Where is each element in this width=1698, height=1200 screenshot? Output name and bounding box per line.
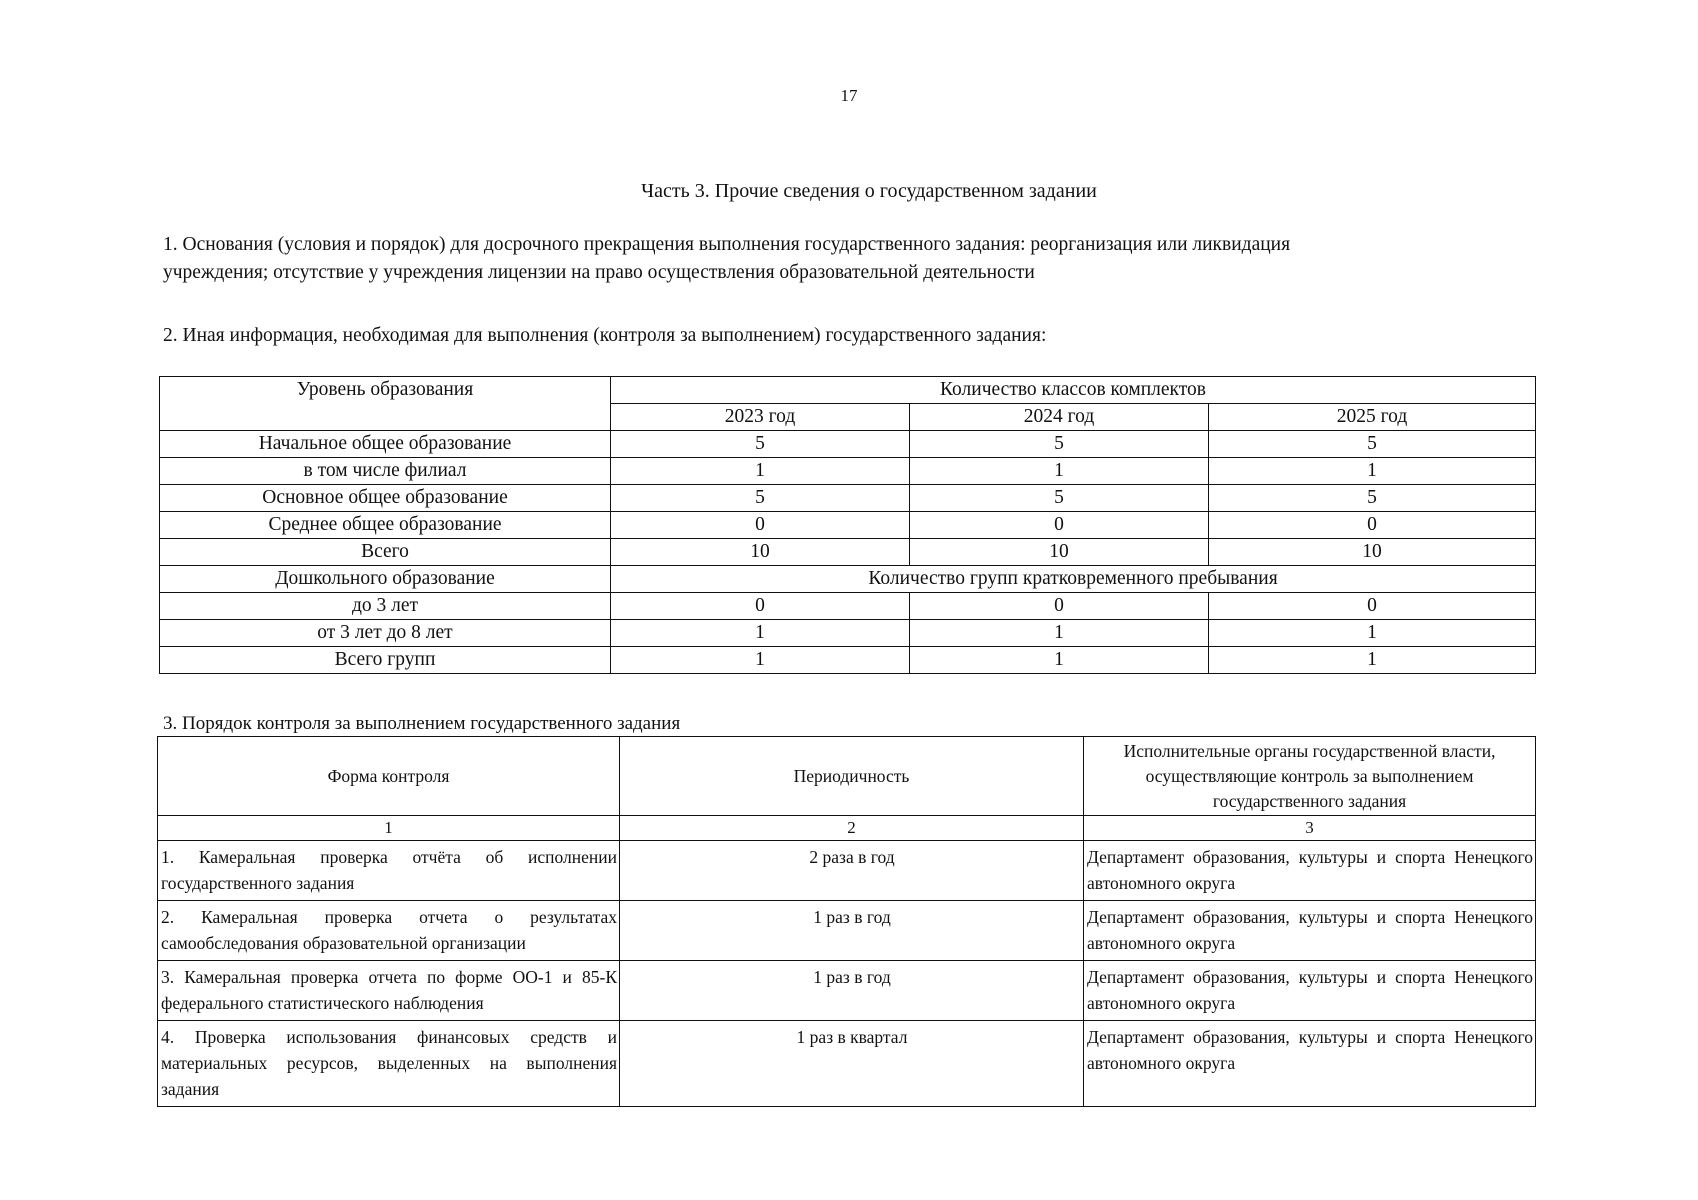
cell-value: 1 bbox=[1209, 458, 1536, 485]
row-label: до 3 лет bbox=[160, 593, 611, 620]
cell-value: 0 bbox=[611, 512, 910, 539]
preschool-label: Дошкольного образование bbox=[160, 566, 611, 593]
cell-value: 5 bbox=[910, 431, 1209, 458]
table-row bbox=[160, 593, 1536, 620]
control-form: 2. Камеральная проверка отчета о результатах самообследования образовательной организации bbox=[158, 901, 620, 961]
column-number: 1 bbox=[158, 816, 620, 841]
table-row bbox=[160, 512, 1536, 539]
classes-table bbox=[159, 376, 1536, 674]
control-form: 4. Проверка использования финансовых средств и материальных ресурсов, выделенных на выполнения задания bbox=[158, 1021, 620, 1107]
table-row bbox=[160, 458, 1536, 485]
cell-value: 1 bbox=[611, 458, 910, 485]
control-form: 1. Камеральная проверка отчёта об исполнении государственного задания bbox=[158, 841, 620, 901]
preschool-header-row bbox=[160, 566, 1536, 593]
cell-value: 10 bbox=[910, 539, 1209, 566]
executive-body: Департамент образования, культуры и спорта Ненецкого автономного округа bbox=[1084, 1021, 1536, 1107]
cell-value: 5 bbox=[1209, 431, 1536, 458]
cell-value: 1 bbox=[611, 620, 910, 647]
control-form: 3. Камеральная проверка отчета по форме ОО-1 и 85-К федерального статистического наблюдения bbox=[158, 961, 620, 1021]
cell-value: 10 bbox=[1209, 539, 1536, 566]
table-row bbox=[160, 431, 1536, 458]
executive-bodies-header: Исполнительные органы государственной власти, осуществляющие контроль за выполнением государственного задания bbox=[1084, 737, 1536, 816]
table-row bbox=[158, 961, 1536, 1021]
cell-value: 1 bbox=[910, 620, 1209, 647]
table-row bbox=[160, 539, 1536, 566]
section-1-line-1: 1. Основания (условия и порядок) для досрочного прекращения выполнения государственного задания: реорганизация или ликвидация bbox=[163, 234, 1291, 255]
column-number: 2 bbox=[620, 816, 1084, 841]
periodicity: 1 раз в год bbox=[620, 961, 1084, 1021]
section-1-line-2: учреждения; отсутствие у учреждения лицензии на право осуществления образовательной деятельности bbox=[163, 262, 1035, 283]
periodicity: 2 раза в год bbox=[620, 841, 1084, 901]
row-label: Основное общее образование bbox=[160, 485, 611, 512]
year-header: 2025 год bbox=[1209, 404, 1536, 431]
cell-value: 0 bbox=[1209, 593, 1536, 620]
classes-table-header-row bbox=[160, 377, 1536, 404]
periodicity: 1 раз в год bbox=[620, 901, 1084, 961]
row-label: от 3 лет до 8 лет bbox=[160, 620, 611, 647]
executive-body: Департамент образования, культуры и спорта Ненецкого автономного округа bbox=[1084, 961, 1536, 1021]
table-row bbox=[160, 485, 1536, 512]
row-label: в том числе филиал bbox=[160, 458, 611, 485]
education-level-header: Уровень образования bbox=[160, 377, 611, 431]
cell-value: 1 bbox=[1209, 647, 1536, 674]
row-label: Начальное общее образование bbox=[160, 431, 611, 458]
cell-value: 1 bbox=[611, 647, 910, 674]
row-label: Всего групп bbox=[160, 647, 611, 674]
cell-value: 5 bbox=[1209, 485, 1536, 512]
column-numbers-row bbox=[158, 816, 1536, 841]
control-table bbox=[157, 736, 1536, 1107]
groups-count-header: Количество групп кратковременного пребывания bbox=[611, 566, 1536, 593]
executive-body: Департамент образования, культуры и спорта Ненецкого автономного округа bbox=[1084, 901, 1536, 961]
cell-value: 5 bbox=[910, 485, 1209, 512]
table-row bbox=[160, 620, 1536, 647]
periodicity: 1 раз в квартал bbox=[620, 1021, 1084, 1107]
cell-value: 1 bbox=[910, 647, 1209, 674]
column-number: 3 bbox=[1084, 816, 1536, 841]
table-row bbox=[158, 841, 1536, 901]
cell-value: 5 bbox=[611, 485, 910, 512]
section-1-paragraph bbox=[163, 231, 1563, 287]
cell-value: 0 bbox=[611, 593, 910, 620]
cell-value: 1 bbox=[910, 458, 1209, 485]
cell-value: 10 bbox=[611, 539, 910, 566]
control-table-header-row bbox=[158, 737, 1536, 816]
table-row bbox=[158, 1021, 1536, 1107]
row-label: Всего bbox=[160, 539, 611, 566]
cell-value: 0 bbox=[910, 593, 1209, 620]
table-row bbox=[158, 901, 1536, 961]
section-3-heading: 3. Порядок контроля за выполнением государственного задания bbox=[163, 713, 681, 734]
periodicity-header: Периодичность bbox=[620, 737, 1084, 816]
cell-value: 0 bbox=[910, 512, 1209, 539]
section-2-heading: 2. Иная информация, необходимая для выполнения (контроля за выполнением) государственного задания: bbox=[163, 325, 1047, 346]
table-row bbox=[160, 647, 1536, 674]
page-number: 17 bbox=[840, 86, 858, 105]
cell-value: 5 bbox=[611, 431, 910, 458]
part-title: Часть 3. Прочие сведения о государственном задании bbox=[641, 180, 1097, 202]
row-label: Среднее общее образование bbox=[160, 512, 611, 539]
cell-value: 1 bbox=[1209, 620, 1536, 647]
executive-body: Департамент образования, культуры и спорта Ненецкого автономного округа bbox=[1084, 841, 1536, 901]
cell-value: 0 bbox=[1209, 512, 1536, 539]
year-header: 2024 год bbox=[910, 404, 1209, 431]
classes-count-header: Количество классов комплектов bbox=[611, 377, 1536, 404]
year-header: 2023 год bbox=[611, 404, 910, 431]
control-form-header: Форма контроля bbox=[158, 737, 620, 816]
